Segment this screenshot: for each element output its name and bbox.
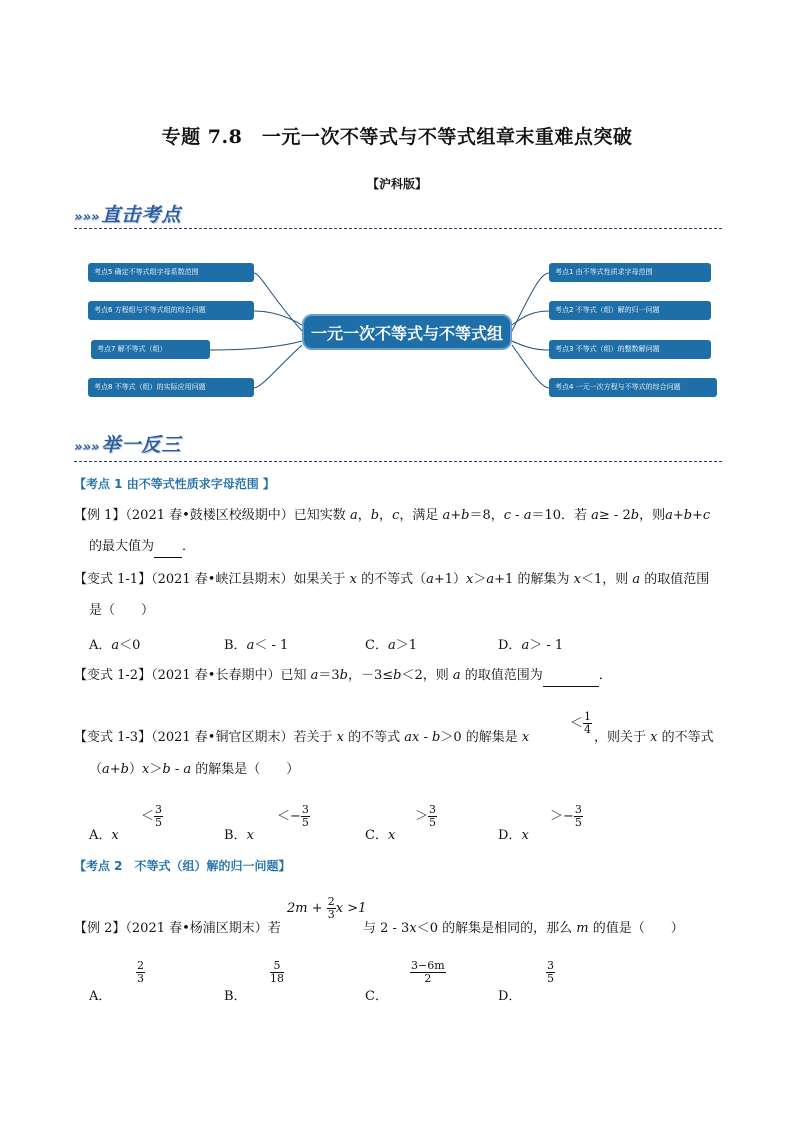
connector-right-4 (512, 345, 549, 388)
option-b[interactable]: B．a＜ - 1 (224, 638, 289, 653)
connector-right-2 (512, 311, 549, 325)
example2-formula: 2m + $\frac{2}{3}$ x >1 (287, 895, 367, 921)
variant-1-3-fraction: ＜ $\frac{1}{4}$ (570, 710, 592, 736)
example2-line1: 【例 2】（2021 春•杨浦区期末）若 (74, 921, 281, 936)
option-d-3-value: $\frac{3}{5}$ (547, 959, 554, 985)
edition-label: 【沪科版】 (366, 177, 427, 191)
option-c-2-value: ＞ $\frac{3}{5}$ (415, 803, 437, 829)
banner-practice-text: 举一反三 (101, 434, 182, 456)
option-c-2[interactable]: C．x (365, 828, 396, 843)
section1-heading: 【考点 1 由不等式性质求字母范围 】 (74, 477, 275, 491)
connector-right-1 (512, 273, 549, 331)
option-b-2-value: ＜− $\frac{3}{5}$ (277, 803, 309, 829)
mindmap-node-right-3: 考点3 不等式（组）的整数解问题 (549, 340, 711, 359)
option-d[interactable]: D．a＞ - 1 (498, 638, 564, 653)
option-c[interactable]: C．a＞1 (365, 638, 417, 653)
divider-line-2 (74, 461, 722, 462)
option-a-3[interactable]: A． (89, 989, 112, 1004)
banner-arrows: »»» (74, 210, 100, 225)
section2-heading: 【考点 2 不等式（组）解的归一问题】 (74, 859, 291, 873)
option-a-2[interactable]: A．x (89, 828, 119, 843)
banner-arrows-2: »»» (74, 440, 100, 455)
mindmap-center: 一元一次不等式与不等式组 (302, 314, 512, 350)
option-b-2[interactable]: B．x (224, 828, 254, 843)
mindmap-node-left-1: 考点5 确定不等式组字母系数范围 (88, 263, 254, 282)
example1-line2: 的最大值为 ． (89, 537, 195, 558)
answer-blank-2[interactable] (543, 666, 599, 687)
option-d-2-value: ＞− $\frac{3}{5}$ (550, 803, 582, 829)
variant-1-1-line1: 【变式 1-1】（2021 春•峡江县期末）如果关于 x 的不等式（a+1）x＞a+1 的解集为 x＜1，则 a 的取值范围 (74, 572, 710, 587)
connector-right-3 (512, 341, 549, 350)
connector-left-4 (254, 345, 302, 388)
option-b-3-value: $\frac{5}{18}$ (270, 959, 284, 985)
variant-1-3-line2: （a+b）x＞b - a 的解集是（ ） (89, 762, 300, 777)
mindmap-node-left-2: 考点6 方程组与不等式组的综合问题 (88, 301, 254, 320)
connector-left-1 (254, 273, 302, 331)
option-d-2[interactable]: D．x (498, 828, 529, 843)
mindmap-node-right-2: 考点2 不等式（组）解的归一问题 (549, 301, 711, 320)
banner-exam-points (74, 200, 181, 227)
option-c-3-value: $\frac{3-6m}{2}$ (411, 959, 445, 985)
option-b-3[interactable]: B． (224, 989, 247, 1004)
connector-left-3 (210, 341, 302, 350)
option-c-3[interactable]: C． (365, 989, 388, 1004)
option-a[interactable]: A．a＜0 (89, 638, 141, 653)
variant-1-3-line1: 【变式 1-3】（2021 春•铜官区期末）若关于 x 的不等式 ax - b＞0 的解集是 x (74, 730, 530, 745)
mindmap-node-right-4: 考点4 一元一次方程与不等式的综合问题 (549, 378, 717, 397)
example2-line1-tail: 与 2 - 3x＜0 的解集是相同的，那么 m 的值是（ ） (363, 921, 684, 936)
mindmap-node-left-3: 考点7 解不等式（组） (91, 340, 210, 359)
option-d-3[interactable]: D． (498, 989, 522, 1004)
option-a-2-value: ＜ $\frac{3}{5}$ (141, 803, 163, 829)
variant-1-3-line1-tail: ，则关于 x 的不等式 (594, 730, 714, 745)
banner-exam-points-text: 直击考点 (101, 204, 182, 226)
option-a-3-value: $\frac{2}{3}$ (137, 959, 144, 985)
answer-blank[interactable] (154, 537, 182, 558)
variant-1-2-line1: 【变式 1-2】（2021 春•长春期中）已知 a＝3b，－3≤b＜2，则 a 的取值范围为 ． (74, 666, 612, 687)
mindmap-node-right-1: 考点1 由不等式性质求字母范围 (549, 263, 711, 282)
example1-line1: 【例 1】（2021 春•鼓楼区校级期中）已知实数 a，b，c，满足 a+b＝8，c - a＝10．若 a≥ - 2b，则a+b+c (74, 508, 711, 523)
banner-practice (74, 430, 181, 457)
divider-line (74, 228, 722, 229)
variant-1-1-line2: 是（ ） (89, 603, 155, 618)
mindmap-node-left-4: 考点8 不等式（组）的实际应用问题 (88, 378, 254, 397)
page-title: 专题 7.8 一元一次不等式与不等式组章末重难点突破 (161, 126, 633, 148)
